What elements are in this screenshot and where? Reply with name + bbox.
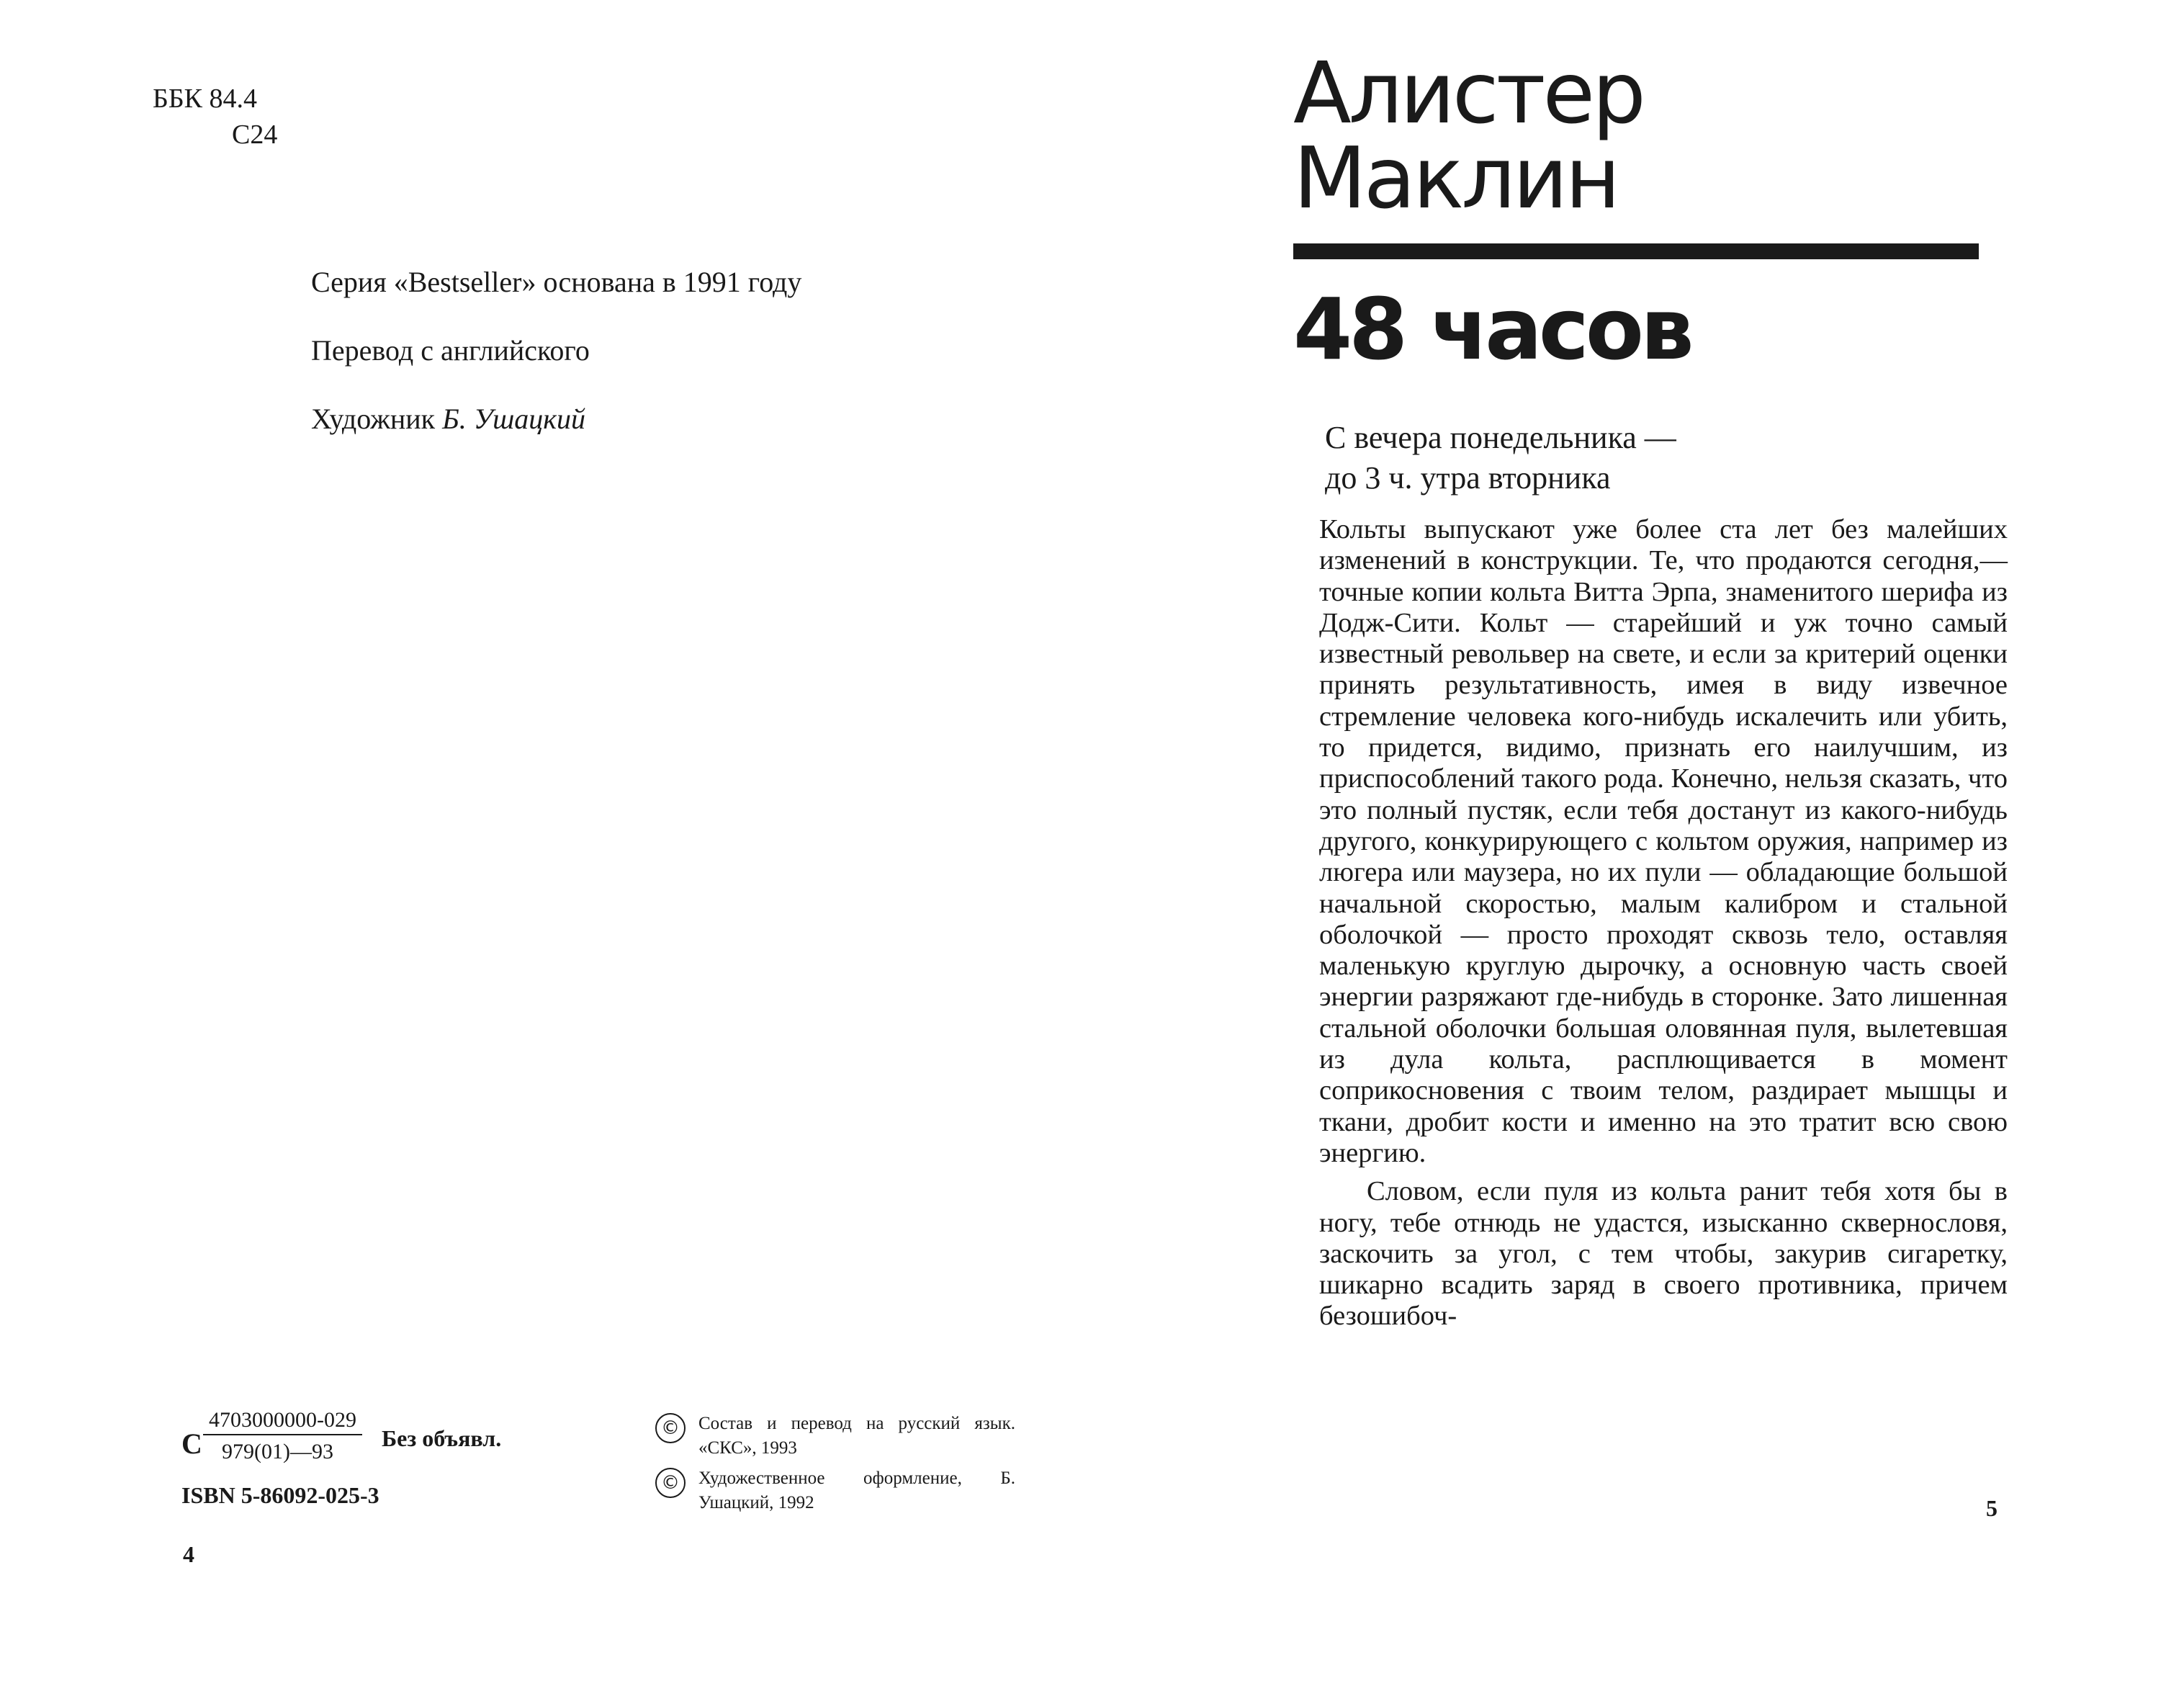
author-first-name: Алистер: [1293, 43, 1643, 143]
artist-label: Художник: [311, 403, 443, 435]
chapter-heading-line: С вечера понедельника —: [1325, 420, 1676, 455]
book-title: 48 часов: [1293, 279, 1691, 379]
author-last-name: Маклин: [1293, 128, 1618, 228]
catalog-numerator: 4703000000-029: [203, 1408, 362, 1435]
catalog-suffix: Без объявл.: [382, 1425, 502, 1451]
bbk-code: ББК 84.4: [153, 84, 257, 114]
page-number: 5: [1986, 1495, 1997, 1521]
artist-name: Б. Ушацкий: [442, 403, 585, 435]
isbn: ISBN 5-86092-025-3: [181, 1482, 379, 1508]
left-page: [0, 0, 1080, 1686]
page-number: 4: [183, 1541, 194, 1567]
body-text: [1319, 514, 2008, 1332]
copyright-item: [655, 1412, 1015, 1461]
paragraph: Кольты выпускают уже более ста лет без малейших изменений в конструкции. Те, что продаются сегодня,— точные копии кольта Витта Эрпа, знаменитого шерифа из Додж-Сити. Кольт — старейший и уж точно самый известный револьвер на свете, и если за критерий оценки принять результативность, имея в виду извечное стремление человека кого-нибудь искалечить или убить, то придется, видимо, признать его наилучшим, из приспособлений такого рода. Конечно, нельзя сказать, что это полный пустяк, если тебя достанут из какого-нибудь другого, конкурирующего с кольтом оружия, например из люгера или маузера, но их пули — обладающие большой начальной скоростью, малым калибром и стальной оболочкой — просто проходят сквозь тело, оставляя маленькую круглую дырочку, а основную часть своей энергии разряжают где-нибудь в сторонке. Зато лишенная стальной оболочки большая оловянная пуля, вылетевшая из дула кольта, расплющивается в момент соприкосновения с твоим телом, раздирает мышцы и ткани, дробит кости и именно на это тратит всю свою энергию.: [1319, 514, 2008, 1168]
publication-info: [311, 265, 801, 470]
copyright-block: [655, 1412, 1015, 1521]
translation-note: Перевод с английского: [311, 334, 590, 367]
catalog-denominator: 979(01)—93: [222, 1440, 333, 1463]
catalog-index: [181, 1408, 556, 1473]
paragraph: Словом, если пуля из кольта ранит тебя хотя бы в ногу, тебе отнюдь не удастся, изысканно сквернословя, заскочить за угол, с тем чтобы, закурив сигаретку, шикарно всадить заряд в своего противника, причем безошибоч-: [1319, 1176, 2008, 1332]
catalog-letter: С: [181, 1427, 202, 1460]
author-sign: С24: [232, 120, 278, 150]
copyright-icon: ©: [655, 1468, 686, 1498]
copyright-icon: ©: [655, 1413, 686, 1443]
title-rule: [1293, 243, 1979, 259]
copyright-text: Состав и перевод на русский язык. «СКС», 1993: [698, 1414, 1015, 1458]
copyright-text: Художественное оформление, Б. Ушацкий, 1992: [698, 1468, 1015, 1512]
right-page: [1080, 0, 2184, 1686]
artist-credit: [311, 402, 801, 436]
series-note: Серия «Bestseller» основана в 1991 году: [311, 266, 802, 298]
bbk-classification: [153, 81, 277, 153]
chapter-heading-line: до 3 ч. утра вторника: [1325, 460, 1611, 496]
chapter-heading: [1325, 418, 1676, 498]
author-name: [1293, 43, 1643, 228]
copyright-item: [655, 1466, 1015, 1515]
